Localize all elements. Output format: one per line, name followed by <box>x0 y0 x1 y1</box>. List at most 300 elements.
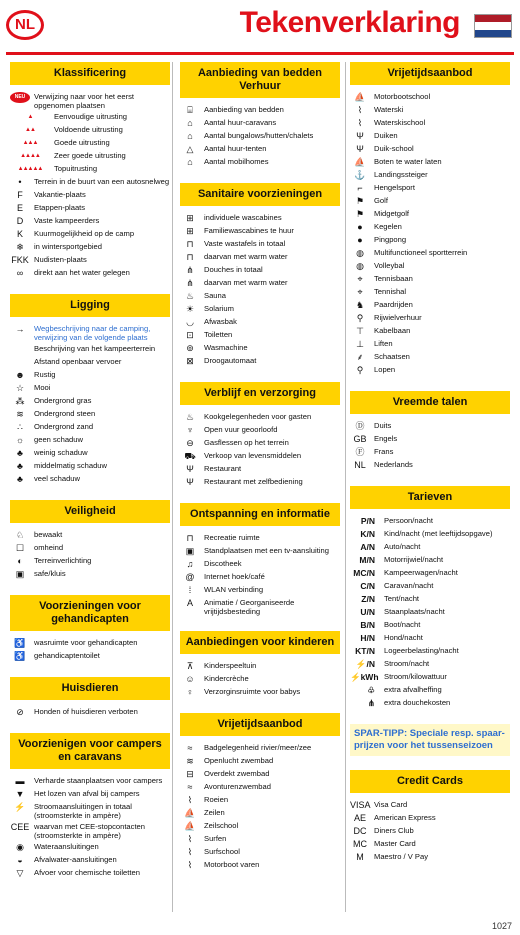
legend-item <box>180 355 340 368</box>
legend-item-label: Animatie / Georganiseerde vrijtijdsbesteding <box>204 598 295 616</box>
legend-item-label: Aantal bungalows/hutten/chalets <box>204 131 314 140</box>
legend-symbol-icon: ⊼ <box>186 661 194 671</box>
legend-item-label: Zeer goede uitrusting <box>54 151 126 160</box>
legend-symbol-icon: ☻ <box>15 370 25 380</box>
legend-symbol-icon: ☀ <box>185 304 195 314</box>
section-heading: Vrijetijdsaanbod <box>180 713 340 736</box>
legend-item-label: Duiken <box>374 131 398 140</box>
legend-item <box>10 267 170 280</box>
legend-item-label: Gasflessen op het terrein <box>204 438 289 447</box>
legend-item <box>180 143 340 156</box>
legend-item <box>10 867 170 880</box>
legend-item <box>180 833 340 846</box>
legend-item <box>180 342 340 355</box>
legend-item <box>10 395 170 408</box>
legend-item <box>180 303 340 316</box>
legend-symbol-icon: ▣ <box>185 546 195 556</box>
legend-item-label: Solarium <box>204 304 234 313</box>
legend-symbol-icon: ⛟ <box>184 451 196 461</box>
legend-item <box>10 137 170 150</box>
legend-item-label: Vaste wastafels in totaal <box>204 239 286 248</box>
legend-item <box>350 420 510 433</box>
legend-item <box>180 130 340 143</box>
legend-symbol-icon: ≋ <box>186 756 194 766</box>
legend-item-label: Kindercrèche <box>204 674 249 683</box>
legend-item-label: daarvan met warm water <box>204 252 288 261</box>
legend-item-label: Avonturenzwembad <box>204 782 271 791</box>
legend-item <box>10 91 170 111</box>
legend-item <box>180 251 340 264</box>
legend-item <box>350 91 510 104</box>
legend-item <box>180 558 340 571</box>
legend-item-label: Afvalwater-aansluitingen <box>34 855 117 864</box>
section-heading: Tarieven <box>350 486 510 509</box>
legend-item <box>350 851 510 864</box>
legend-item <box>10 343 170 356</box>
legend-item <box>10 124 170 137</box>
legend-item-label: Liften <box>374 339 393 348</box>
legend-symbol-icon: △ <box>186 144 194 154</box>
legend-item-label: Surfen <box>204 834 227 843</box>
legend-item <box>180 463 340 476</box>
legend-item-label: Landingssteiger <box>374 170 428 179</box>
legend-symbol-icon: ⊚ <box>186 343 194 353</box>
legend-item <box>350 286 510 299</box>
legend-item-label: Boot/nacht <box>384 620 421 629</box>
legend-symbol-icon: ☺ <box>185 674 195 684</box>
legend-item <box>10 821 170 841</box>
legend-item-label: Afwasbak <box>204 317 237 326</box>
legend-item <box>180 437 340 450</box>
legend-symbol-icon: ⋔ <box>186 265 194 275</box>
legend-item-label: Afstand openbaar vervoer <box>34 357 122 366</box>
legend-item-label: Hond/nacht <box>384 633 423 642</box>
legend-symbol-icon: ⊞ <box>186 226 194 236</box>
legend-item <box>10 788 170 801</box>
legend-symbol-icon: ⊓ <box>186 252 194 262</box>
legend-item-label: gehandicaptentoilet <box>34 651 100 660</box>
legend-item-label: waarvan met CEE-stopcontacten (stroomsterkte in ampère) <box>34 822 146 840</box>
legend-symbol-icon: ⚓ <box>354 170 366 180</box>
legend-symbol-icon: ◍ <box>356 261 364 271</box>
legend-symbol-icon: @ <box>185 572 195 582</box>
legend-symbol-icon: ⌂ <box>187 131 193 141</box>
legend-item <box>350 515 510 528</box>
legend-symbol-icon: ♀ <box>186 687 194 697</box>
legend-symbol-icon: ⌇ <box>187 834 193 844</box>
legend-item <box>180 104 340 117</box>
legend-item <box>180 781 340 794</box>
legend-symbol-icon: ⛵ <box>184 821 196 831</box>
section-vrijetijdsaanbod <box>180 713 340 872</box>
section-heading: Vreemde talen <box>350 391 510 414</box>
legend-item-label: Verzorginsruimte voor babys <box>204 687 301 696</box>
legend-item <box>180 768 340 781</box>
legend-item-label: Stroom/kilowattuur <box>384 672 447 681</box>
legend-item <box>180 424 340 437</box>
legend-item <box>10 323 170 343</box>
section-voorzieningen-voor-gehandicapten <box>10 595 170 663</box>
legend-item-label: Badgelegenheid rivier/meer/zee <box>204 743 312 752</box>
legend-item <box>10 460 170 473</box>
legend-item <box>350 325 510 338</box>
legend-symbol-icon: ◐ <box>17 556 23 566</box>
legend-item-label: Douches in totaal <box>204 265 263 274</box>
legend-symbol-icon: ⌇ <box>357 105 363 115</box>
section-heading: Ontspanning en informatie <box>180 503 340 526</box>
legend-symbol-icon: ⌇ <box>187 795 193 805</box>
legend-item <box>10 408 170 421</box>
legend-symbol-icon: Ⓕ <box>355 447 365 457</box>
legend-symbol-icon: ≋ <box>16 409 24 419</box>
legend-item <box>180 673 340 686</box>
legend-item-label: geen schaduw <box>34 435 83 444</box>
legend-symbol-icon: ◒ <box>17 855 23 865</box>
legend-symbol-icon: E <box>16 203 23 213</box>
legend-item-label: Toiletten <box>204 330 233 339</box>
legend-symbol-icon: ≈ <box>187 782 193 792</box>
legend-item-label: Visa Card <box>374 800 408 809</box>
section-heading: Aanbieding van bedden Verhuur <box>180 62 340 98</box>
legend-item-label: Verkoop van levensmiddelen <box>204 451 302 460</box>
legend-symbol-icon: ♣ <box>17 448 23 458</box>
legend-item <box>180 117 340 130</box>
legend-item-label: Wasmachine <box>204 343 248 352</box>
tariff-code: ♧ <box>367 685 375 695</box>
legend-symbol-icon: ◍ <box>356 248 364 258</box>
legend-item <box>180 212 340 225</box>
legend-item-label: Sauna <box>204 291 226 300</box>
legend-item <box>350 528 510 541</box>
page-number: 1027 <box>491 921 512 931</box>
legend-symbol-icon: Ψ <box>356 131 364 141</box>
legend-item-label: Waterski <box>374 105 404 114</box>
legend-item <box>180 660 340 673</box>
legend-item <box>350 459 510 472</box>
legend-symbol-icon: ⛵ <box>354 157 366 167</box>
legend-item-label: Overdekt zwembad <box>204 769 270 778</box>
legend-item-label: American Express <box>374 813 436 822</box>
section-sanitaire-voorzieningen <box>180 183 340 368</box>
legend-item-label: Topuitrusting <box>54 164 98 173</box>
legend-symbol-icon: ⌖ <box>357 287 363 297</box>
legend-item <box>180 329 340 342</box>
legend-item-label: Goede uitrusting <box>54 138 110 147</box>
legend-item <box>350 273 510 286</box>
legend-item-label: Kinderspeeltuin <box>204 661 257 670</box>
legend-item <box>10 637 170 650</box>
legend-item-label: Aantal huur-caravans <box>204 118 277 127</box>
legend-symbol-icon: ♿ <box>14 638 26 648</box>
legend-item <box>350 143 510 156</box>
section-aanbieding-van-bedden-verhuur <box>180 62 340 169</box>
tariff-code: ⚡kWh <box>350 672 379 682</box>
legend-item <box>350 580 510 593</box>
legend-item <box>10 473 170 486</box>
legend-item <box>180 238 340 251</box>
legend-item-label: Aantal mobilhomes <box>204 157 269 166</box>
legend-symbol-icon: ⌐ <box>357 183 363 193</box>
legend-item <box>180 820 340 833</box>
legend-symbol-icon: ◡ <box>186 317 194 327</box>
legend-item-label: weinig schaduw <box>34 448 88 457</box>
legend-item <box>180 277 340 290</box>
legend-symbol-icon: ⌖ <box>357 274 363 284</box>
legend-item <box>350 799 510 812</box>
legend-item <box>350 593 510 606</box>
legend-item <box>350 541 510 554</box>
legend-item <box>10 542 170 555</box>
legend-item-label: in wintersportgebied <box>34 242 102 251</box>
legend-symbol-icon: ⚑ <box>355 209 365 219</box>
legend-item <box>10 254 170 267</box>
legend-column-3 <box>350 62 510 878</box>
legend-symbol-icon: ♘ <box>15 530 25 540</box>
tariff-code: K/N <box>360 529 375 539</box>
legend-item-label: Wegbeschrijving naar de camping, verwijzing van de volgende plaats <box>34 324 151 342</box>
legend-item <box>350 446 510 459</box>
legend-symbol-icon: Ψ <box>186 464 194 474</box>
legend-item <box>180 794 340 807</box>
legend-symbol-icon: FKK <box>11 255 29 265</box>
column-separator <box>172 62 173 912</box>
legend-item-label: Vaste kampeerders <box>34 216 100 225</box>
legend-symbol-icon: ⊥ <box>356 339 364 349</box>
legend-item <box>10 369 170 382</box>
legend-symbol-icon: K <box>16 229 23 239</box>
legend-item-label: Pingpong <box>374 235 407 244</box>
legend-symbol-icon: DC <box>353 826 367 836</box>
legend-item-label: Duik-school <box>374 144 414 153</box>
legend-item <box>350 825 510 838</box>
legend-item-label: Volleybal <box>374 261 405 270</box>
legend-item <box>10 215 170 228</box>
legend-item-label: extra afvalheffing <box>384 685 442 694</box>
legend-item-label: Ondergrond steen <box>34 409 96 418</box>
legend-symbol-icon: ☐ <box>15 543 25 553</box>
tariff-code: ⚡/N <box>355 659 375 669</box>
legend-symbol-icon: ⛵ <box>184 808 196 818</box>
country-badge: NL <box>6 10 44 40</box>
legend-symbol-icon: MC <box>353 839 367 849</box>
tariff-code: C/N <box>360 581 375 591</box>
legend-symbol-icon: NEU <box>10 92 30 103</box>
section-credit-cards <box>350 770 510 864</box>
legend-symbol-icon: ♨ <box>185 291 195 301</box>
legend-symbol-icon: D <box>16 216 24 226</box>
legend-symbol-icon: ⌂ <box>187 157 193 167</box>
section-heading: Sanitaire voorzieningen <box>180 183 340 206</box>
legend-item-label: Recreatie ruimte <box>204 533 260 542</box>
legend-item-label: Standplaatsen met een tv-aansluiting <box>204 546 329 555</box>
section-heading: Ligging <box>10 294 170 317</box>
legend-item <box>10 447 170 460</box>
legend-item-label: Roeien <box>204 795 229 804</box>
legend-symbol-icon: ♆ <box>186 425 194 435</box>
legend-symbol-icon: ⁂ <box>15 396 25 406</box>
legend-symbol-icon: GB <box>353 434 367 444</box>
legend-item <box>10 434 170 447</box>
legend-symbol-icon: ▲▲▲▲▲ <box>17 166 43 172</box>
legend-symbol-icon: ⌇ <box>187 847 193 857</box>
legend-item-label: Nederlands <box>374 460 413 469</box>
legend-symbol-icon: ⊡ <box>186 330 194 340</box>
spar-tip-note: SPAR-TIPP: Speciale resp. spaar-prijzen voor het tussenseizoen <box>350 724 510 756</box>
legend-item <box>180 476 340 489</box>
legend-item-label: Nudisten-plaats <box>34 255 87 264</box>
legend-item <box>350 838 510 851</box>
section-veiligheid <box>10 500 170 581</box>
legend-item-label: middelmatig schaduw <box>34 461 108 470</box>
legend-symbol-icon: F <box>17 190 23 200</box>
legend-symbol-icon: ⌂ <box>187 118 193 128</box>
tariff-code: A/N <box>360 542 375 552</box>
legend-symbol-icon: ▽ <box>16 868 24 878</box>
legend-item <box>10 421 170 434</box>
legend-item-label: Boten te water laten <box>374 157 442 166</box>
legend-item <box>10 775 170 788</box>
legend-item <box>350 364 510 377</box>
legend-item-label: Engels <box>374 434 398 443</box>
legend-item <box>350 812 510 825</box>
legend-item-label: Kegelen <box>374 222 402 231</box>
legend-item <box>350 221 510 234</box>
section-huisdieren <box>10 677 170 719</box>
legend-item <box>180 584 340 597</box>
legend-item <box>10 841 170 854</box>
legend-item-label: Wateraansluitingen <box>34 842 99 851</box>
tariff-code: KT/N <box>355 646 375 656</box>
legend-symbol-icon: ∞ <box>16 268 24 278</box>
legend-column-2 <box>180 62 340 886</box>
legend-item-label: Staanplaats/nacht <box>384 607 445 616</box>
legend-item <box>350 260 510 273</box>
legend-symbol-icon: Ψ <box>186 477 194 487</box>
legend-item <box>350 104 510 117</box>
legend-item-label: Terreinverlichting <box>34 556 92 565</box>
legend-item-label: Schaatsen <box>374 352 410 361</box>
legend-item-label: Honden of huisdieren verboten <box>34 707 138 716</box>
section-heading: Klassificering <box>10 62 170 85</box>
legend-symbol-icon: ⌸ <box>187 105 193 115</box>
tariff-code: M/N <box>359 555 375 565</box>
legend-item-label: Ondergrond gras <box>34 396 92 405</box>
header-rule <box>6 52 514 55</box>
legend-symbol-icon: ⚑ <box>355 196 365 206</box>
legend-symbol-icon: VISA <box>350 800 371 810</box>
legend-symbol-icon: ♿ <box>14 651 26 661</box>
legend-symbol-icon: ▲▲ <box>25 127 35 133</box>
legend-item-label: Waterskischool <box>374 118 426 127</box>
legend-item <box>350 182 510 195</box>
legend-item-label: Tennishal <box>374 287 407 296</box>
legend-item-label: Rijwielverhuur <box>374 313 422 322</box>
legend-item-label: Golf <box>374 196 388 205</box>
legend-item-label: Afvoer voor chemische toiletten <box>34 868 140 877</box>
legend-item <box>350 338 510 351</box>
legend-symbol-icon: ⸙ <box>356 352 364 362</box>
legend-item-label: Het lozen van afval bij campers <box>34 789 140 798</box>
legend-item-label: WLAN verbinding <box>204 585 264 594</box>
legend-item-label: extra douchekosten <box>384 698 451 707</box>
legend-item-label: Master Card <box>374 839 416 848</box>
legend-item <box>180 156 340 169</box>
legend-symbol-icon: ⚲ <box>356 313 364 323</box>
legend-item-label: Stroom/nacht <box>384 659 430 668</box>
legend-item <box>180 450 340 463</box>
legend-item <box>350 684 510 697</box>
legend-item-label: Kampeerwagen/nacht <box>384 568 458 577</box>
legend-symbol-icon: ● <box>357 222 363 232</box>
legend-item <box>10 176 170 189</box>
section-heading: Voorzieningen voor gehandicapten <box>10 595 170 631</box>
legend-item <box>10 382 170 395</box>
section-heading: Veiligheid <box>10 500 170 523</box>
legend-item-label: safe/kluis <box>34 569 66 578</box>
legend-item-label: Voldoende uitrusting <box>54 125 123 134</box>
section-ontspanning-en-informatie <box>180 503 340 617</box>
legend-item-label: Kind/nacht (met leeftijdsopgave) <box>384 529 493 538</box>
legend-item-label: Kuurmogelijkheid op de camp <box>34 229 135 238</box>
legend-item <box>10 650 170 663</box>
legend-symbol-icon: ☆ <box>15 383 25 393</box>
legend-symbol-icon: ⚲ <box>356 365 364 375</box>
legend-item <box>180 264 340 277</box>
legend-symbol-icon: ⊠ <box>186 356 194 366</box>
tariff-code: H/N <box>360 633 375 643</box>
legend-symbol-icon: ⊘ <box>16 707 24 717</box>
legend-item <box>180 225 340 238</box>
legend-item <box>180 807 340 820</box>
legend-item-label: Multifunctioneel sportterrein <box>374 248 468 257</box>
legend-item <box>180 755 340 768</box>
section-heading: Vrijetijdsaanbod <box>350 62 510 85</box>
legend-item-label: daarvan met warm water <box>204 278 288 287</box>
legend-item-label: omheind <box>34 543 64 552</box>
legend-item-label: Motorboot varen <box>204 860 260 869</box>
legend-item-label: Restaurant <box>204 464 242 473</box>
legend-item <box>180 411 340 424</box>
legend-symbol-icon: ▲▲▲ <box>22 140 38 146</box>
legend-symbol-icon: CEE <box>10 822 30 832</box>
legend-symbol-icon: M <box>356 852 364 862</box>
netherlands-flag-icon <box>474 14 512 38</box>
legend-symbol-icon: ⊖ <box>186 438 194 448</box>
legend-item <box>350 195 510 208</box>
legend-item-label: Droogautomaat <box>204 356 257 365</box>
legend-item <box>350 130 510 143</box>
legend-item-label: wasruimte voor gehandicapten <box>34 638 138 647</box>
tariff-code: ⋔ <box>367 698 375 708</box>
section-aanbiedingen-voor-kinderen <box>180 631 340 699</box>
legend-item <box>350 671 510 684</box>
legend-symbol-icon: ⁞ <box>188 585 192 595</box>
legend-item-label: Zeilschool <box>204 821 239 830</box>
legend-item <box>10 801 170 821</box>
legend-item <box>350 312 510 325</box>
legend-symbol-icon: ⛵ <box>354 92 366 102</box>
legend-symbol-icon: ♨ <box>185 412 195 422</box>
legend-symbol-icon: ⊓ <box>186 239 194 249</box>
legend-item-label: Familiewascabines te huur <box>204 226 294 235</box>
legend-item <box>10 202 170 215</box>
legend-item <box>10 854 170 867</box>
legend-item-label: Internet hoek/café <box>204 572 265 581</box>
legend-symbol-icon: ≈ <box>187 743 193 753</box>
legend-symbol-icon: • <box>18 177 22 187</box>
legend-item <box>350 247 510 260</box>
legend-item <box>350 351 510 364</box>
